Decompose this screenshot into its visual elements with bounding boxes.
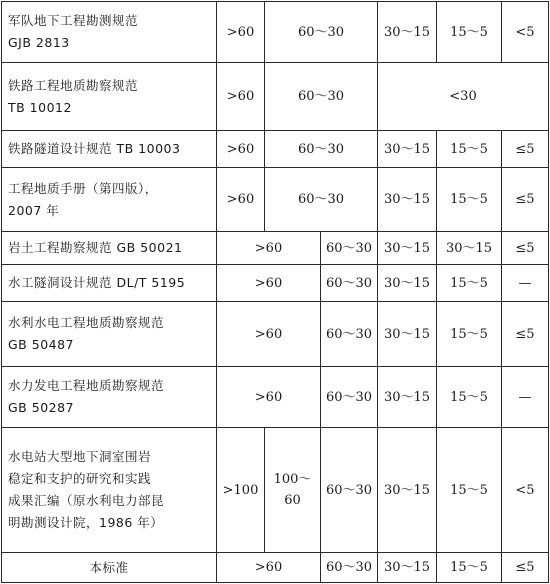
standard-name-cell: [2, 265, 217, 302]
value-cell: 30～15: [378, 265, 437, 302]
value-cell: 60～30: [321, 553, 378, 583]
table-row: [2, 367, 549, 428]
standard-name-line: 2007 年: [8, 202, 60, 218]
value-cell: >60: [217, 302, 321, 367]
table-row: [2, 168, 549, 232]
standard-name-line: 工程地质手册（第四版），: [8, 180, 158, 196]
value-cell: 60～30: [321, 302, 378, 367]
standard-name-line: 铁路隧道设计规范 TB 10003: [8, 141, 181, 156]
value-cell: >60: [217, 367, 321, 428]
value-cell: 15～5: [437, 2, 502, 63]
value-cell: 30～15: [378, 428, 437, 553]
value-cell: >60: [217, 553, 321, 583]
value-cell: 60～30: [321, 265, 378, 302]
value-cell: >60: [217, 131, 265, 168]
value-cell: 60～30: [321, 367, 378, 428]
standard-name-cell: [2, 553, 217, 583]
value-cell: 30～15: [437, 232, 502, 265]
standard-name-line: GJB 2813: [8, 35, 70, 50]
value-cell: 15～5: [437, 367, 502, 428]
standard-name-line: GB 50487: [8, 337, 74, 352]
value-cell: ≤5: [502, 553, 549, 583]
value-cell: >60: [217, 63, 265, 131]
value-cell: 15～5: [437, 131, 502, 168]
standard-name-line: 明勘测设计院，1986 年）: [8, 515, 164, 530]
standard-name-line: 军队地下工程勘测规范: [8, 13, 139, 28]
value-cell: 60～30: [265, 2, 378, 63]
value-cell: 30～15: [378, 553, 437, 583]
standard-name-cell: [2, 302, 217, 367]
standard-name-cell: [2, 428, 217, 553]
standard-name-line: 水力发电工程地质勘察规范: [8, 378, 165, 393]
value-cell: —: [502, 367, 549, 428]
value-cell: <5: [502, 2, 549, 63]
standard-name-line: TB 10012: [8, 99, 72, 115]
value-cell: 30～15: [378, 367, 437, 428]
standard-name-line: 水电站大型地下洞室围岩: [8, 449, 152, 464]
value-cell: ≤5: [502, 131, 549, 168]
standard-name-line: 本标准: [89, 559, 129, 575]
value-cell: 15～5: [437, 302, 502, 367]
value-cell: 60～30: [265, 63, 378, 131]
value-cell: 60～30: [265, 131, 378, 168]
value-cell: >60: [217, 2, 265, 63]
standard-name-line: 成果汇编（原水利电力部昆: [8, 493, 165, 508]
table-row: [2, 553, 549, 583]
standard-name-line: 水利水电工程地质勘察规范: [8, 315, 165, 330]
standard-name-cell: [2, 63, 217, 131]
standard-name-line: GB 50287: [8, 400, 74, 415]
value-cell: 30～15: [378, 2, 437, 63]
value-cell: 60～30: [321, 232, 378, 265]
table-row: [2, 428, 549, 553]
table-row: [2, 265, 549, 302]
value-cell: 30～15: [378, 232, 437, 265]
value-cell: >100: [217, 428, 265, 553]
value-cell: 30～15: [378, 302, 437, 367]
value-cell: >60: [217, 265, 321, 302]
value-cell: 30～15: [378, 168, 437, 232]
standard-name-cell: [2, 367, 217, 428]
table-row: [2, 63, 549, 131]
standard-name-cell: [2, 2, 217, 63]
value-cell: 100～60: [265, 428, 321, 553]
standard-name-line: 岩土工程勘察规范 GB 50021: [8, 240, 183, 255]
standard-name-cell: [2, 232, 217, 265]
value-cell: ≤5: [502, 302, 549, 367]
rqd-classification-table: [1, 1, 549, 583]
value-cell: 15～5: [437, 168, 502, 232]
value-cell: <30: [378, 63, 549, 131]
value-cell: 30～15: [378, 131, 437, 168]
value-cell: 15～5: [437, 553, 502, 583]
standard-name-line: 稳定和支护的研究和实践: [8, 471, 152, 486]
standard-name-cell: [2, 131, 217, 168]
table-row: [2, 2, 549, 63]
value-cell: 60～30: [321, 428, 378, 553]
table-row: [2, 131, 549, 168]
table-row: [2, 232, 549, 265]
value-cell: 15～5: [437, 428, 502, 553]
value-cell: >60: [217, 232, 321, 265]
value-cell: ≤5: [502, 168, 549, 232]
standard-name-line: 铁路工程地质勘察规范: [8, 77, 139, 93]
value-cell: —: [502, 265, 549, 302]
value-cell: 15～5: [437, 265, 502, 302]
value-cell: >60: [217, 168, 265, 232]
standard-name-cell: [2, 168, 217, 232]
standard-name-line: 水工隧洞设计规范 DL/T 5195: [8, 275, 186, 290]
table-row: [2, 302, 549, 367]
value-cell: ≤5: [502, 232, 549, 265]
value-cell: 60～30: [265, 168, 378, 232]
value-cell: <5: [502, 428, 549, 553]
